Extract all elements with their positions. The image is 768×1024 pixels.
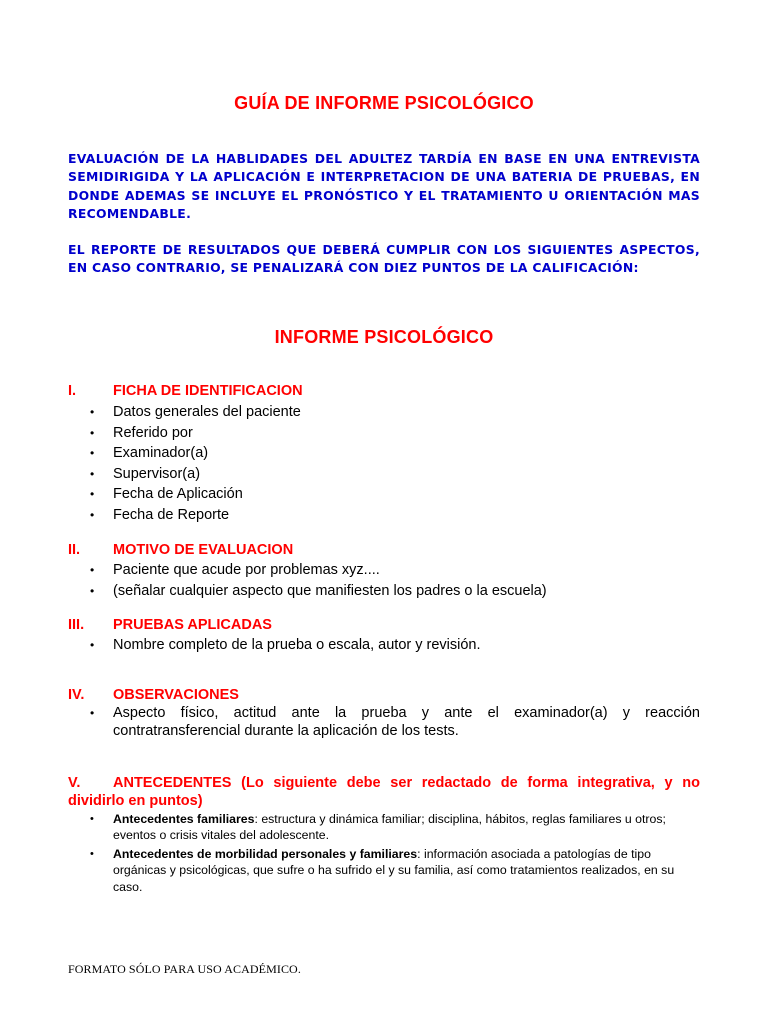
bullet-icon: • — [90, 706, 95, 720]
item-description: : información asociada a patologías de tipo orgánicas y psicológicas, que sufre o ha sufrido el y su familia, así como tratamientos realizados, en su caso. — [113, 846, 675, 894]
list-item — [90, 635, 481, 656]
list-item — [90, 402, 301, 423]
section-number: III. — [68, 617, 85, 633]
report-subtitle: INFORME PSICOLÓGICO — [274, 327, 494, 347]
item-description: : estructura y dinámica familiar; disciplina, hábitos, reglas familiares u otros; eventos o crisis vitales del adolescente. — [113, 812, 666, 843]
list-item — [90, 423, 301, 444]
bullet-icon: • — [90, 563, 95, 577]
section-heading-background — [68, 774, 700, 810]
bullet-icon: • — [90, 638, 95, 652]
identification-list — [90, 402, 301, 525]
footer-note: FORMATO SÓLO PARA USO ACADÉMICO. — [68, 962, 301, 976]
bullet-icon: • — [90, 583, 95, 598]
section-heading-observations — [68, 687, 239, 703]
bullet-icon: • — [90, 813, 94, 825]
tests-list — [90, 635, 481, 656]
list-item-text: Nombre completo de la prueba o escala, autor y revisión. — [113, 637, 481, 653]
list-item — [90, 484, 301, 505]
section-number: IV. — [68, 687, 85, 703]
background-list — [90, 811, 700, 897]
list-item-text: Fecha de Reporte — [113, 506, 230, 523]
bullet-icon: • — [90, 507, 95, 522]
list-item-text: Examinador(a) — [113, 445, 209, 461]
section-number: II. — [68, 542, 81, 558]
bullet-icon: • — [90, 405, 95, 419]
list-item — [90, 560, 547, 581]
bullet-icon: • — [90, 847, 94, 860]
bullet-icon: • — [90, 425, 95, 440]
list-item — [90, 581, 547, 602]
section-title: ANTECEDENTES (Lo siguiente debe ser redactado de forma integrativa, y no dividirlo en puntos) — [68, 775, 700, 809]
list-item-text: Datos generales del paciente — [113, 404, 301, 420]
bullet-icon: • — [90, 446, 95, 460]
section-title: FICHA DE IDENTIFICACION — [113, 383, 303, 399]
bullet-icon: • — [90, 466, 95, 481]
section-title: OBSERVACIONES — [113, 687, 239, 703]
list-item-text: Referido por — [113, 424, 193, 441]
list-item-text: Aspecto físico, actitud ante la prueba y ante el examinador(a) y reacción contratransferencial durante la aplicación de los tests. — [113, 705, 700, 739]
observations-list — [90, 705, 700, 740]
item-term: Antecedentes de morbilidad personales y familiares — [113, 846, 418, 861]
list-item — [90, 464, 301, 485]
section-title: PRUEBAS APLICADAS — [113, 617, 272, 633]
list-item — [90, 811, 700, 844]
section-heading-identification — [68, 383, 303, 399]
list-item-text: Paciente que acude por problemas xyz.... — [113, 562, 380, 578]
document-title: GUÍA DE INFORME PSICOLÓGICO — [234, 93, 534, 113]
intro-paragraph-1: EVALUACIÓN DE LA HABLIDADES DEL ADULTEZ TARDÍA EN BASE EN UNA ENTREVISTA SEMIDIRIGIDA Y LA APLICACIÓN E INTERPRETACION DE UNA BATERIA DE PRUEBAS, EN DONDE ADEMAS SE INCLUYE EL PRONÓSTICO Y EL TRATAMIENTO U ORIENTACIÓN MAS RECOMENDABLE. — [68, 151, 700, 222]
section-number: V. — [68, 775, 81, 791]
section-title: MOTIVO DE EVALUACION — [113, 542, 294, 558]
list-item — [90, 705, 700, 740]
section-number: I. — [68, 383, 77, 399]
list-item-text: Fecha de Aplicación — [113, 486, 243, 502]
list-item — [90, 505, 301, 526]
list-item-text: (señalar cualquier aspecto que manifiesten los padres o la escuela) — [113, 582, 547, 599]
bullet-icon: • — [90, 487, 95, 501]
list-item — [90, 443, 301, 464]
list-item — [90, 846, 700, 895]
motive-list — [90, 560, 547, 601]
section-heading-tests — [68, 617, 272, 633]
item-term: Antecedentes familiares — [113, 812, 255, 826]
list-item-text: Supervisor(a) — [113, 465, 201, 482]
intro-paragraph-2: EL REPORTE DE RESULTADOS QUE DEBERÁ CUMPLIR CON LOS SIGUIENTES ASPECTOS, EN CASO CONTRARIO, SE PENALIZARÁ CON DIEZ PUNTOS DE LA CALIFICACIÓN: — [68, 242, 700, 276]
section-heading-motive — [68, 542, 293, 558]
